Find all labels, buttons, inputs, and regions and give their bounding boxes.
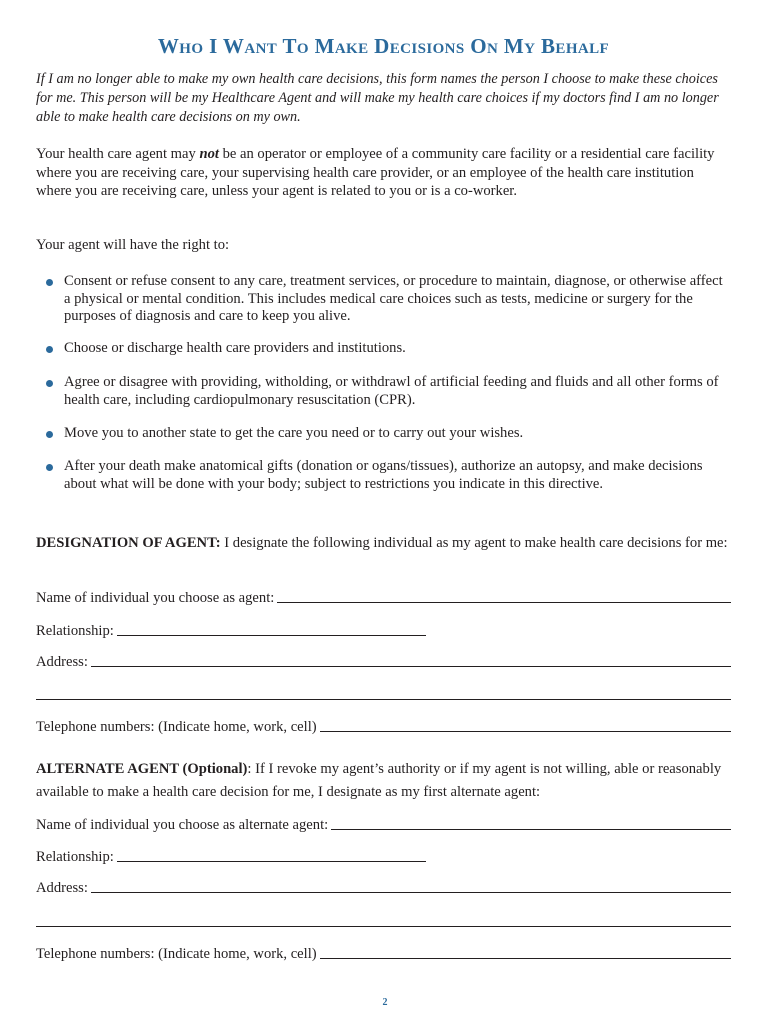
alternate-relationship-label: Relationship: xyxy=(36,849,114,865)
agent-phone-field[interactable] xyxy=(36,716,731,736)
bullet-icon xyxy=(46,346,53,353)
alternate-relationship-line[interactable] xyxy=(117,861,426,862)
alternate-phone-label: Telephone numbers: (Indicate home, work, cell) xyxy=(36,946,317,962)
restriction-before: Your health care agent may xyxy=(36,146,200,162)
designation-paragraph xyxy=(36,532,731,555)
alternate-heading: ALTERNATE AGENT (Optional) xyxy=(36,761,248,777)
agent-phone-label: Telephone numbers: (Indicate home, work, cell) xyxy=(36,719,317,735)
agent-address-label: Address: xyxy=(36,654,88,670)
restriction-emphasis: not xyxy=(199,146,219,162)
agent-address-field[interactable] xyxy=(36,651,731,671)
alternate-phone-line[interactable] xyxy=(320,958,731,959)
list-item: Consent or refuse consent to any care, treatment services, or procedure to maintain, diagnose, or otherwise affect a physical or mental condition. This includes medical care choices such as tests, medicine or surgery for the purposes of diagnosis and care to keep you alive. xyxy=(36,273,731,326)
list-item: Agree or disagree with providing, witholding, or withdrawl of artificial feeding and fluids and all other forms of health care, including cardiopulmonary resuscitation (CPR). xyxy=(36,374,731,409)
list-item: Choose or discharge health care providers and institutions. xyxy=(36,340,406,358)
agent-relationship-line[interactable] xyxy=(117,635,426,636)
restriction-after: be an operator or employee of a community care facility or a residential care facility where you are receiving care, your supervising health care provider, or an employee of the health care institution where you are receiving care, unless your agent is related to you or is a co-worker. xyxy=(36,146,715,199)
alternate-address-line-2[interactable] xyxy=(36,926,731,927)
agent-address-line-2[interactable] xyxy=(36,699,731,700)
agent-name-field[interactable] xyxy=(36,587,731,607)
alternate-name-label: Name of individual you choose as alternate agent: xyxy=(36,817,329,833)
alternate-address-label: Address: xyxy=(36,880,88,896)
bullet-icon xyxy=(46,380,53,387)
alternate-phone-field[interactable] xyxy=(36,943,731,963)
alternate-relationship-field[interactable] xyxy=(36,846,731,866)
agent-name-line[interactable] xyxy=(277,602,731,603)
alternate-address-line[interactable] xyxy=(91,892,731,893)
agent-name-label: Name of individual you choose as agent: xyxy=(36,590,275,606)
designation-text: I designate the following individual as my agent to make health care decisions for me: xyxy=(220,535,728,551)
alternate-text: : If I revoke my agent’s authority or if my agent is not willing, able or reasonably available to make a health care decision for me, I designate as my first alternate agent: xyxy=(36,761,722,800)
list-item: After your death make anatomical gifts (donation or ogans/tissues), authorize an autopsy, and make decisions about what will be done with your body; subject to restrictions you indicate in this directive. xyxy=(36,458,731,493)
alternate-name-line[interactable] xyxy=(331,829,731,830)
bullet-icon xyxy=(46,279,53,286)
page-title: Who I Want To Make Decisions On My Behalf xyxy=(157,34,610,58)
list-item: Move you to another state to get the care you need or to carry out your wishes. xyxy=(36,425,523,443)
bullet-icon xyxy=(46,464,53,471)
agent-address-line[interactable] xyxy=(91,666,731,667)
alternate-paragraph xyxy=(36,758,731,804)
alternate-address-field[interactable] xyxy=(36,877,731,897)
rights-intro: Your agent will have the right to: xyxy=(36,237,230,253)
agent-relationship-field[interactable] xyxy=(36,620,731,640)
intro-paragraph: If I am no longer able to make my own health care decisions, this form names the person I choose to make these choices for me. This person will be my Healthcare Agent and will make my health care choices if my doctors find I am no longer able to make health care decisions on my own. xyxy=(36,71,719,125)
agent-restriction-paragraph xyxy=(36,145,731,201)
agent-relationship-label: Relationship: xyxy=(36,623,114,639)
designation-heading: DESIGNATION OF AGENT: xyxy=(36,535,221,551)
page-number: 2 xyxy=(382,997,388,1008)
alternate-name-field[interactable] xyxy=(36,814,731,834)
agent-phone-line[interactable] xyxy=(320,731,731,732)
bullet-icon xyxy=(46,431,53,438)
